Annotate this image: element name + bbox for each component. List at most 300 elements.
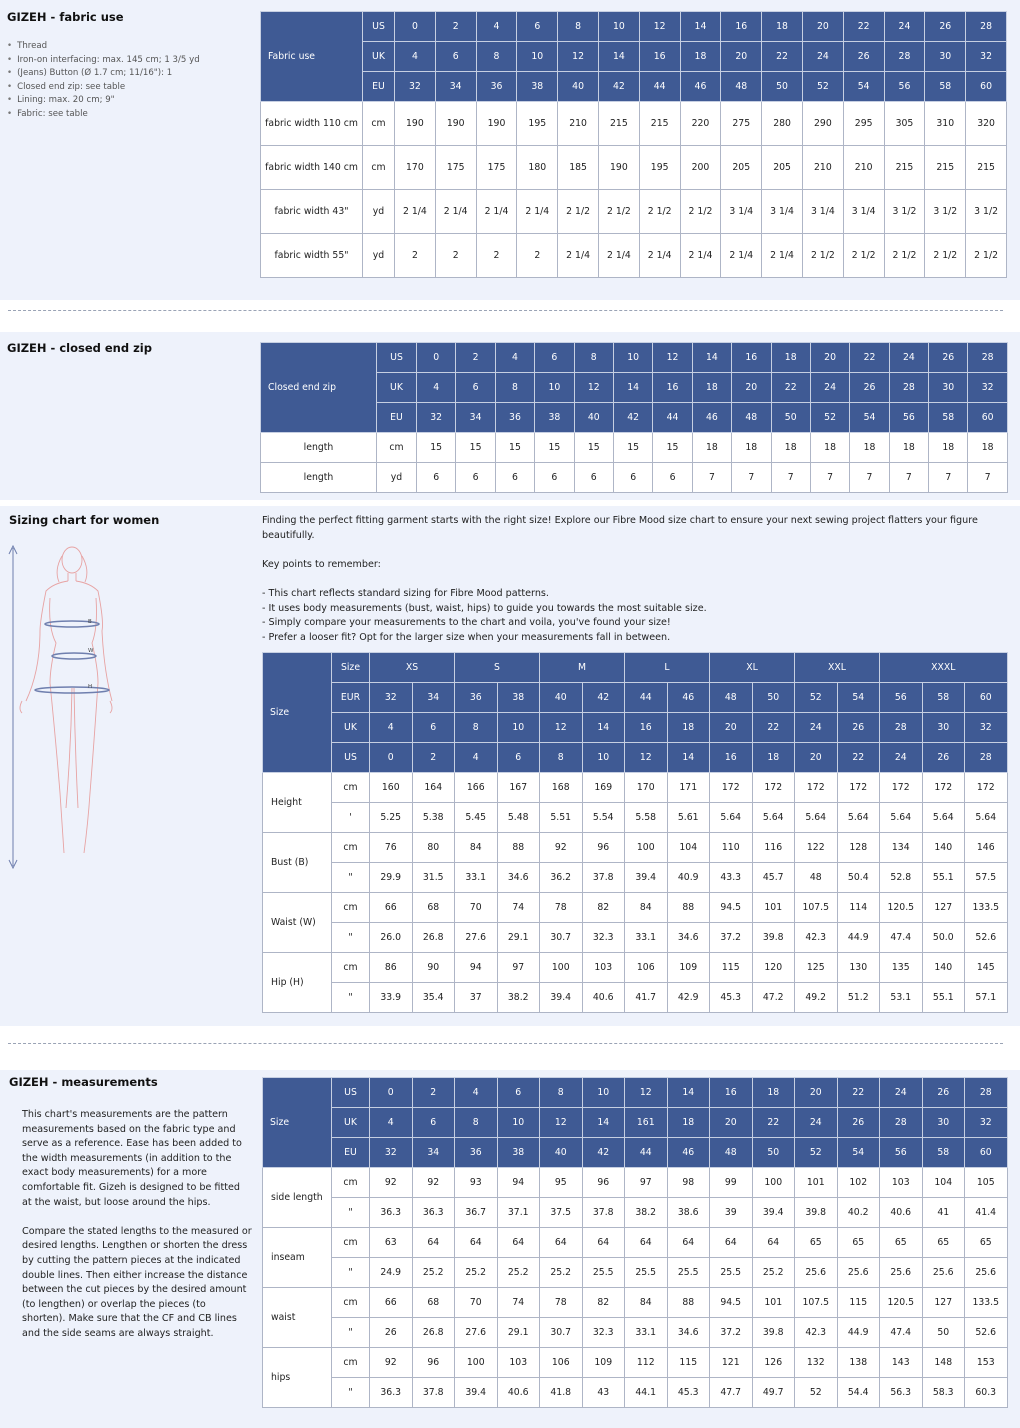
size-header-cell: 22 xyxy=(843,12,884,42)
size-header-cell: 14 xyxy=(582,713,625,743)
body-figure-illustration xyxy=(0,538,125,878)
size-label: Size xyxy=(263,1078,332,1168)
value-cell: 5.61 xyxy=(667,803,710,833)
size-header-cell: 32 xyxy=(370,1138,413,1168)
value-cell: 37 xyxy=(455,983,498,1013)
value-cell: 64 xyxy=(752,1228,795,1258)
size-header-cell: 50 xyxy=(752,683,795,713)
size-header-cell: 32 xyxy=(965,1108,1008,1138)
size-header-cell: 24 xyxy=(810,373,849,403)
size-header-cell: 48 xyxy=(732,403,771,433)
size-header-cell: 32 xyxy=(968,373,1007,403)
value-cell: 15 xyxy=(653,433,692,463)
value-cell: 172 xyxy=(837,773,880,803)
value-cell: 15 xyxy=(456,433,495,463)
value-cell: 100 xyxy=(540,953,583,983)
value-cell: 37.2 xyxy=(710,923,753,953)
value-cell: 170 xyxy=(625,773,668,803)
size-header-cell: 38 xyxy=(535,403,574,433)
size-header-cell: 10 xyxy=(497,1108,540,1138)
value-cell: 39.4 xyxy=(625,863,668,893)
size-header-cell: 8 xyxy=(476,42,517,72)
measure-label: Hip (H) xyxy=(263,953,332,1013)
size-header-cell: 26 xyxy=(850,373,889,403)
size-header-cell: 16 xyxy=(625,713,668,743)
value-cell: 3 1/4 xyxy=(762,190,803,234)
size-header-cell: 60 xyxy=(965,1138,1008,1168)
value-cell: 134 xyxy=(880,833,923,863)
value-cell: 190 xyxy=(395,102,436,146)
intro-paragraph: Finding the perfect fitting garment starts with the right size! Explore our Fibre Mood size chart to ensure your next sewing project flatters your figure beautifully. xyxy=(262,515,978,541)
value-cell: 2 1/2 xyxy=(966,234,1007,278)
header-row xyxy=(263,713,1008,743)
value-cell: 107.5 xyxy=(795,893,838,923)
size-header-cell: 36 xyxy=(455,683,498,713)
unit-cell: cm xyxy=(332,1288,370,1318)
value-cell: 40.9 xyxy=(667,863,710,893)
value-cell: 153 xyxy=(965,1348,1008,1378)
value-cell: 38.2 xyxy=(497,983,540,1013)
size-system-label: UK xyxy=(363,42,395,72)
value-cell: 42.3 xyxy=(795,923,838,953)
size-header-cell: 8 xyxy=(455,1108,498,1138)
size-header-cell: 2 xyxy=(435,12,476,42)
size-header-cell: 28 xyxy=(880,713,923,743)
value-cell: 138 xyxy=(837,1348,880,1378)
size-system-label: US xyxy=(332,1078,370,1108)
size-header-cell: 36 xyxy=(476,72,517,102)
size-header-cell: 16 xyxy=(710,1078,753,1108)
unit-cell: yd xyxy=(377,463,417,493)
value-cell: 33.1 xyxy=(625,1318,668,1348)
value-cell: 2 1/4 xyxy=(762,234,803,278)
size-header-cell: 32 xyxy=(965,713,1008,743)
size-header-cell: 12 xyxy=(540,713,583,743)
size-header-cell: 48 xyxy=(721,72,762,102)
size-label: Size xyxy=(263,653,332,773)
value-cell: 2 1/2 xyxy=(598,190,639,234)
size-header-cell: 24 xyxy=(880,1078,923,1108)
size-header-cell: 14 xyxy=(598,42,639,72)
size-header-cell: 40 xyxy=(540,683,583,713)
value-cell: 18 xyxy=(692,433,731,463)
value-cell: 48 xyxy=(795,863,838,893)
value-cell: 84 xyxy=(625,1288,668,1318)
zip-table xyxy=(260,342,1008,493)
value-cell: 84 xyxy=(625,893,668,923)
row-label: fabric width 110 cm xyxy=(261,102,363,146)
value-cell: 2 1/2 xyxy=(925,234,966,278)
zip-title: GIZEH - closed end zip xyxy=(7,341,152,355)
value-cell: 32.3 xyxy=(582,923,625,953)
value-cell: 25.2 xyxy=(455,1258,498,1288)
value-cell: 26.8 xyxy=(412,1318,455,1348)
letter-size-cell: XXL xyxy=(795,653,880,683)
value-cell: 146 xyxy=(965,833,1008,863)
intro-paragraph: - It uses body measurements (bust, waist, hips) to guide you towards the most suitable size. xyxy=(262,602,707,614)
value-cell: 132 xyxy=(795,1348,838,1378)
value-cell: 65 xyxy=(880,1228,923,1258)
value-cell: 100 xyxy=(455,1348,498,1378)
value-cell: 25.6 xyxy=(965,1258,1008,1288)
value-cell: 2 xyxy=(517,234,558,278)
value-cell: 172 xyxy=(710,773,753,803)
table-row xyxy=(261,433,1008,463)
size-header-cell: 42 xyxy=(582,683,625,713)
size-header-cell: 6 xyxy=(456,373,495,403)
table-row xyxy=(261,463,1008,493)
value-cell: 40.6 xyxy=(582,983,625,1013)
intro-paragraph: - Prefer a looser fit? Opt for the larger size when your measurements fall in between. xyxy=(262,631,671,643)
size-header-cell: 0 xyxy=(417,343,456,373)
value-cell: 120.5 xyxy=(880,893,923,923)
value-cell: 34.6 xyxy=(667,1318,710,1348)
value-cell: 39.4 xyxy=(752,1198,795,1228)
value-cell: 195 xyxy=(517,102,558,146)
table-row xyxy=(263,1288,1008,1318)
value-cell: 97 xyxy=(625,1168,668,1198)
value-cell: 160 xyxy=(370,773,413,803)
size-header-cell: 42 xyxy=(582,1138,625,1168)
unit-cell: cm xyxy=(332,1348,370,1378)
value-cell: 3 1/4 xyxy=(802,190,843,234)
value-cell: 32.3 xyxy=(582,1318,625,1348)
value-cell: 39.4 xyxy=(540,983,583,1013)
description-paragraph: This chart's measurements are the pattern measurements based on the fabric type and serve as a reference. Ease has been added to the width measurements (in addition to the exact body measurements) for a more comfortable fit. Gizeh is designed to be fitted at the waist, but loose around the hips. xyxy=(22,1109,242,1208)
value-cell: 164 xyxy=(412,773,455,803)
size-system-label: UK xyxy=(332,713,370,743)
value-cell: 107.5 xyxy=(795,1288,838,1318)
measure-label: side length xyxy=(263,1168,332,1228)
size-header-cell: 0 xyxy=(395,12,436,42)
value-cell: 6 xyxy=(495,463,534,493)
size-header-cell: 12 xyxy=(653,343,692,373)
value-cell: 2 1/4 xyxy=(395,190,436,234)
value-cell: 64 xyxy=(710,1228,753,1258)
size-header-cell: 12 xyxy=(558,42,599,72)
value-cell: 26.8 xyxy=(412,923,455,953)
value-cell: 65 xyxy=(965,1228,1008,1258)
value-cell: 133.5 xyxy=(965,893,1008,923)
fabric-use-table xyxy=(260,11,1007,278)
size-header-cell: 54 xyxy=(843,72,884,102)
size-header-cell: 20 xyxy=(710,1108,753,1138)
value-cell: 88 xyxy=(497,833,540,863)
value-cell: 96 xyxy=(582,833,625,863)
size-system-label: EU xyxy=(377,403,417,433)
size-header-cell: 12 xyxy=(540,1108,583,1138)
size-header-cell: 24 xyxy=(884,12,925,42)
value-cell: 25.2 xyxy=(752,1258,795,1288)
size-header-cell: 10 xyxy=(497,713,540,743)
value-cell: 51.2 xyxy=(837,983,880,1013)
value-cell: 169 xyxy=(582,773,625,803)
value-cell: 49.7 xyxy=(752,1378,795,1408)
size-header-cell: 60 xyxy=(968,403,1007,433)
size-header-cell: 60 xyxy=(966,72,1007,102)
value-cell: 43.3 xyxy=(710,863,753,893)
value-cell: 103 xyxy=(880,1168,923,1198)
size-header-cell: 34 xyxy=(435,72,476,102)
size-header-cell: 6 xyxy=(412,1108,455,1138)
size-header-cell: 58 xyxy=(925,72,966,102)
unit-cell: cm xyxy=(332,773,370,803)
value-cell: 2 1/2 xyxy=(843,234,884,278)
size-header-cell: 46 xyxy=(680,72,721,102)
size-header-cell: 28 xyxy=(965,743,1008,773)
value-cell: 99 xyxy=(710,1168,753,1198)
value-cell: 18 xyxy=(929,433,968,463)
size-header-cell: 8 xyxy=(558,12,599,42)
waist-marker: W xyxy=(88,648,94,654)
value-cell: 185 xyxy=(558,146,599,190)
size-header-cell: 34 xyxy=(412,1138,455,1168)
size-header-cell: 10 xyxy=(582,743,625,773)
size-system-label: EUR xyxy=(332,683,370,713)
value-cell: 18 xyxy=(732,433,771,463)
value-cell: 65 xyxy=(922,1228,965,1258)
value-cell: 65 xyxy=(795,1228,838,1258)
size-header-cell: 44 xyxy=(625,1138,668,1168)
value-cell: 44.1 xyxy=(625,1378,668,1408)
value-cell: 50.4 xyxy=(837,863,880,893)
value-cell: 126 xyxy=(752,1348,795,1378)
size-header-cell: 58 xyxy=(929,403,968,433)
measure-label: Bust (B) xyxy=(263,833,332,893)
size-header-cell: 18 xyxy=(752,1078,795,1108)
value-cell: 215 xyxy=(966,146,1007,190)
value-cell: 5.64 xyxy=(710,803,753,833)
size-header-cell: 26 xyxy=(837,1108,880,1138)
value-cell: 115 xyxy=(837,1288,880,1318)
divider-1 xyxy=(8,310,1003,311)
value-cell: 195 xyxy=(639,146,680,190)
size-header-cell: 6 xyxy=(435,42,476,72)
value-cell: 15 xyxy=(495,433,534,463)
size-header-cell: 30 xyxy=(922,1108,965,1138)
value-cell: 42.3 xyxy=(795,1318,838,1348)
unit-cell: yd xyxy=(363,190,395,234)
value-cell: 3 1/4 xyxy=(843,190,884,234)
value-cell: 2 xyxy=(435,234,476,278)
intro-paragraph: - Simply compare your measurements to the chart and voila, you've found your size! xyxy=(262,617,671,629)
value-cell: 33.1 xyxy=(455,863,498,893)
value-cell: 63 xyxy=(370,1228,413,1258)
value-cell: 94.5 xyxy=(710,1288,753,1318)
size-header-cell: 40 xyxy=(558,72,599,102)
size-header-cell: 14 xyxy=(667,1078,710,1108)
value-cell: 58.3 xyxy=(922,1378,965,1408)
size-header-cell: 18 xyxy=(667,713,710,743)
unit-cell: " xyxy=(332,923,370,953)
table-row xyxy=(263,953,1008,983)
unit-cell: " xyxy=(332,1378,370,1408)
size-header-cell: 44 xyxy=(625,683,668,713)
size-header-cell: 52 xyxy=(810,403,849,433)
value-cell: 215 xyxy=(925,146,966,190)
value-cell: 18 xyxy=(810,433,849,463)
value-cell: 109 xyxy=(582,1348,625,1378)
value-cell: 122 xyxy=(795,833,838,863)
unit-cell: " xyxy=(332,983,370,1013)
value-cell: 5.58 xyxy=(625,803,668,833)
size-header-cell: 4 xyxy=(455,1078,498,1108)
size-header-cell: 20 xyxy=(795,1078,838,1108)
size-header-cell: 8 xyxy=(540,743,583,773)
size-header-cell: 56 xyxy=(889,403,928,433)
measure-label: Height xyxy=(263,773,332,833)
value-cell: 101 xyxy=(752,893,795,923)
size-header-cell: 36 xyxy=(455,1138,498,1168)
value-cell: 104 xyxy=(667,833,710,863)
value-cell: 26 xyxy=(370,1318,413,1348)
size-header-cell: 14 xyxy=(582,1108,625,1138)
value-cell: 2 xyxy=(395,234,436,278)
size-header-cell: 28 xyxy=(889,373,928,403)
value-cell: 90 xyxy=(412,953,455,983)
value-cell: 25.5 xyxy=(667,1258,710,1288)
value-cell: 5.64 xyxy=(965,803,1008,833)
value-cell: 49.2 xyxy=(795,983,838,1013)
size-header-cell: 28 xyxy=(966,12,1007,42)
size-header-cell: 6 xyxy=(412,713,455,743)
unit-cell: cm xyxy=(332,953,370,983)
value-cell: 25.5 xyxy=(625,1258,668,1288)
measure-label: waist xyxy=(263,1288,332,1348)
value-cell: 2 1/2 xyxy=(884,234,925,278)
value-cell: 172 xyxy=(795,773,838,803)
letter-size-cell: XXXL xyxy=(880,653,1008,683)
value-cell: 25.2 xyxy=(412,1258,455,1288)
unit-cell: cm xyxy=(363,146,395,190)
size-header-cell: 4 xyxy=(370,1108,413,1138)
size-header-cell: 30 xyxy=(929,373,968,403)
value-cell: 41.8 xyxy=(540,1378,583,1408)
value-cell: 7 xyxy=(771,463,810,493)
value-cell: 78 xyxy=(540,893,583,923)
letter-size-label: Size xyxy=(332,653,370,683)
value-cell: 44.9 xyxy=(837,1318,880,1348)
value-cell: 27.6 xyxy=(455,1318,498,1348)
size-header-cell: 0 xyxy=(370,743,413,773)
value-cell: 105 xyxy=(965,1168,1008,1198)
value-cell: 54.4 xyxy=(837,1378,880,1408)
sizing-title: Sizing chart for women xyxy=(9,513,160,527)
value-cell: 25.6 xyxy=(795,1258,838,1288)
measure-label: Waist (W) xyxy=(263,893,332,953)
value-cell: 56.3 xyxy=(880,1378,923,1408)
size-header-cell: 20 xyxy=(802,12,843,42)
value-cell: 68 xyxy=(412,1288,455,1318)
value-cell: 7 xyxy=(692,463,731,493)
value-cell: 172 xyxy=(880,773,923,803)
value-cell: 133.5 xyxy=(965,1288,1008,1318)
value-cell: 37.8 xyxy=(582,863,625,893)
size-header-cell: 50 xyxy=(771,403,810,433)
value-cell: 64 xyxy=(540,1228,583,1258)
value-cell: 2 1/4 xyxy=(517,190,558,234)
size-header-cell: 18 xyxy=(692,373,731,403)
size-header-cell: 32 xyxy=(417,403,456,433)
value-cell: 175 xyxy=(435,146,476,190)
value-cell: 96 xyxy=(582,1168,625,1198)
value-cell: 7 xyxy=(850,463,889,493)
value-cell: 84 xyxy=(455,833,498,863)
size-header-cell: 4 xyxy=(395,42,436,72)
row-label: fabric width 140 cm xyxy=(261,146,363,190)
value-cell: 34.6 xyxy=(497,863,540,893)
value-cell: 290 xyxy=(802,102,843,146)
value-cell: 114 xyxy=(837,893,880,923)
value-cell: 100 xyxy=(752,1168,795,1198)
size-header-cell: 18 xyxy=(771,343,810,373)
table-row xyxy=(263,803,1008,833)
value-cell: 5.38 xyxy=(412,803,455,833)
value-cell: 88 xyxy=(667,1288,710,1318)
size-header-cell: 12 xyxy=(625,1078,668,1108)
size-header-cell: 10 xyxy=(582,1078,625,1108)
size-header-cell: 2 xyxy=(456,343,495,373)
value-cell: 121 xyxy=(710,1348,753,1378)
value-cell: 145 xyxy=(965,953,1008,983)
size-header-cell: 46 xyxy=(667,1138,710,1168)
value-cell: 5.51 xyxy=(540,803,583,833)
size-header-cell: 56 xyxy=(880,1138,923,1168)
sizing-table xyxy=(262,652,1008,1013)
table-row xyxy=(261,102,1007,146)
size-header-cell: 56 xyxy=(880,683,923,713)
value-cell: 106 xyxy=(540,1348,583,1378)
value-cell: 64 xyxy=(582,1228,625,1258)
size-header-cell: 26 xyxy=(922,743,965,773)
value-cell: 166 xyxy=(455,773,498,803)
value-cell: 104 xyxy=(922,1168,965,1198)
value-cell: 2 1/2 xyxy=(680,190,721,234)
unit-cell: cm xyxy=(332,833,370,863)
value-cell: 47.7 xyxy=(710,1378,753,1408)
value-cell: 64 xyxy=(497,1228,540,1258)
unit-cell: " xyxy=(332,1198,370,1228)
size-header-cell: 14 xyxy=(680,12,721,42)
size-header-cell: 20 xyxy=(721,42,762,72)
value-cell: 2 1/4 xyxy=(476,190,517,234)
size-header-cell: 10 xyxy=(517,42,558,72)
value-cell: 37.8 xyxy=(582,1198,625,1228)
size-system-label: US xyxy=(363,12,395,42)
value-cell: 65 xyxy=(837,1228,880,1258)
header-row xyxy=(263,683,1008,713)
value-cell: 6 xyxy=(613,463,652,493)
value-cell: 215 xyxy=(884,146,925,190)
size-header-cell: 8 xyxy=(540,1078,583,1108)
value-cell: 24.9 xyxy=(370,1258,413,1288)
measurements-table xyxy=(262,1077,1008,1408)
value-cell: 5.64 xyxy=(880,803,923,833)
value-cell: 25.6 xyxy=(837,1258,880,1288)
value-cell: 88 xyxy=(667,893,710,923)
size-header-cell: 22 xyxy=(850,343,889,373)
value-cell: 95 xyxy=(540,1168,583,1198)
table-row xyxy=(263,1318,1008,1348)
value-cell: 35.4 xyxy=(412,983,455,1013)
fabric-note-item: • Iron-on interfacing: max. 145 cm; 1 3/5 yd xyxy=(7,54,200,68)
value-cell: 39 xyxy=(710,1198,753,1228)
value-cell: 18 xyxy=(850,433,889,463)
size-header-cell: 28 xyxy=(884,42,925,72)
table-row xyxy=(263,923,1008,953)
value-cell: 37.1 xyxy=(497,1198,540,1228)
value-cell: 64 xyxy=(667,1228,710,1258)
